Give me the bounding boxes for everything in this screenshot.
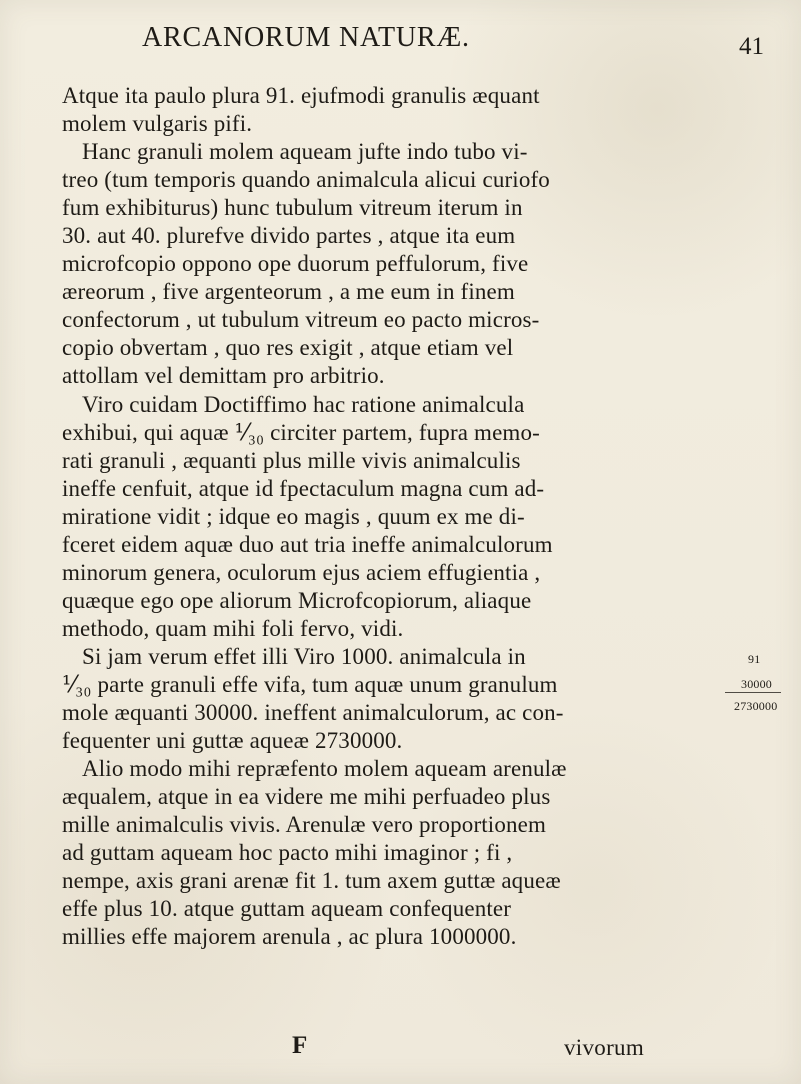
text-line-31: millies effe majorem arenula , ac plura 1000000. xyxy=(62,924,517,950)
page-number: 41 xyxy=(739,33,764,60)
text-line-5: fum exhibiturus) hunc tubulum vitreum iterum in xyxy=(62,195,523,221)
text-line-10: copio obvertam , quo res exigit , atque etiam vel xyxy=(62,335,514,361)
text-line-16: miratione vidit ; idque eo magis , quum ex me di- xyxy=(62,503,525,529)
text-line-24: fequenter uni guttæ aqueæ 2730000. xyxy=(62,728,403,754)
text-line-22: ⅟₃₀ parte granuli effe vifa, tum aquæ unum granulum xyxy=(62,671,558,697)
text-line-11: attollam vel demittam pro arbitrio. xyxy=(62,363,385,389)
text-line-4: treo (tum temporis quando animalcula alicui curiofo xyxy=(62,167,550,193)
text-line-30: effe plus 10. atque guttam aqueam confequenter xyxy=(62,896,512,922)
text-line-15: ineffe cenfuit, atque id fpectaculum magna cum ad- xyxy=(62,475,545,501)
text-line-18: minorum genera, oculorum ejus aciem effugientia , xyxy=(62,559,541,585)
text-line-9: confectorum , ut tubulum vitreum eo pacto micros- xyxy=(62,307,540,333)
running-title: ARCANORUM NATURÆ. xyxy=(142,22,470,53)
text-line-13: exhibui, qui aquæ ⅟₃₀ circiter partem, fupra memo- xyxy=(62,419,540,445)
text-line-6: 30. aut 40. plurefve divido partes , atque ita eum xyxy=(62,223,516,249)
signature-mark: F xyxy=(292,1032,308,1059)
margin-note-2730000: 2730000 xyxy=(734,699,778,713)
text-line-25: Alio modo mihi repræfento molem aqueam arenulæ xyxy=(82,756,567,782)
text-line-7: microfcopio oppono ope duorum peffulorum, five xyxy=(62,251,529,277)
text-line-14: rati granuli , æquanti plus mille vivis animalculis xyxy=(62,447,521,473)
text-line-26: æqualem, atque in ea videre me mihi perfuadeo plus xyxy=(62,784,551,810)
text-line-29: nempe, axis grani arenæ fit 1. tum axem guttæ aqueæ xyxy=(62,868,561,894)
text-line-19: quæque ego ope aliorum Microfcopiorum, aliaque xyxy=(62,587,532,613)
text-line-1: Atque ita paulo plura 91. ejufmodi granulis æquant xyxy=(62,83,540,108)
text-line-27: mille animalculis vivis. Arenulæ vero proportionem xyxy=(62,812,547,838)
text-line-23: mole æquanti 30000. ineffent animalculorum, ac con- xyxy=(62,700,564,726)
text-line-20: methodo, quam mihi foli fervo, vidi. xyxy=(62,615,404,641)
text-line-2: molem vulgaris pifi. xyxy=(62,111,253,137)
main-text-block xyxy=(62,82,778,951)
catchword: vivorum xyxy=(564,1035,645,1060)
margin-note-30000: 30000 xyxy=(741,677,772,691)
margin-note-91: 91 xyxy=(748,652,761,666)
text-line-12: Viro cuidam Doctiffimo hac ratione animalcula xyxy=(82,391,525,417)
text-line-28: ad guttam aqueam hoc pacto mihi imaginor ; fi , xyxy=(62,840,513,866)
text-line-8: æreorum , five argenteorum , a me eum in finem xyxy=(62,279,515,305)
text-line-21: Si jam verum effet illi Viro 1000. animalcula in xyxy=(82,643,526,669)
text-line-17: fceret eidem aquæ duo aut tria ineffe animalculorum xyxy=(62,531,553,557)
margin-rule xyxy=(725,692,781,693)
page-header xyxy=(142,24,764,62)
text-line-3: Hanc granuli molem aqueam jufte indo tubo vi- xyxy=(82,139,528,165)
